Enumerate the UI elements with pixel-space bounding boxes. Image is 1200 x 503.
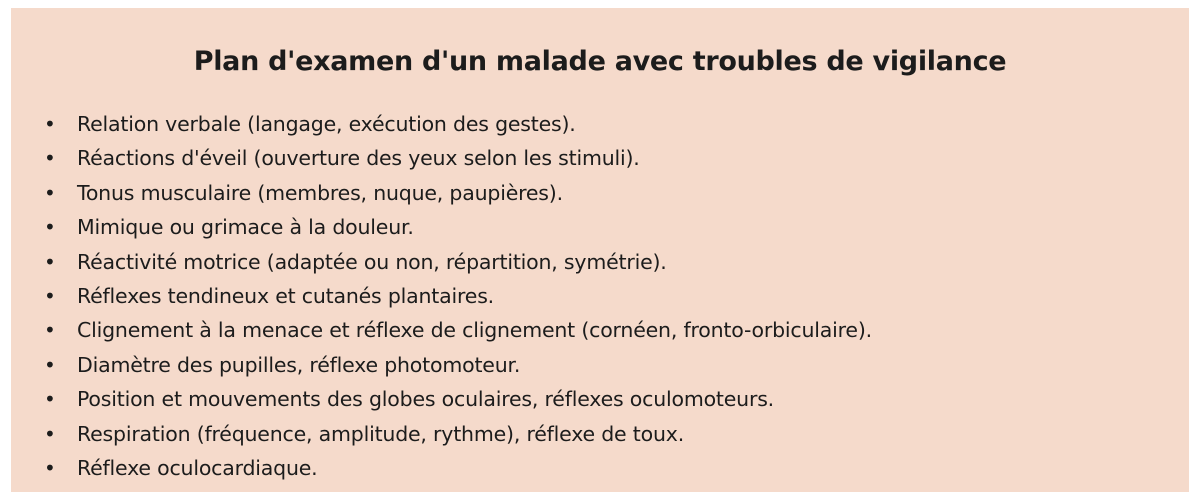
- bullet-icon: •: [44, 455, 56, 480]
- bullet-icon: •: [44, 387, 56, 412]
- list-item-text: Tonus musculaire (membres, nuque, paupières).: [77, 180, 563, 205]
- list-item-text: Clignement à la menace et réflexe de clignement (cornéen, fronto-orbiculaire).: [77, 318, 872, 343]
- list-item-text: Relation verbale (langage, exécution des gestes).: [77, 112, 576, 136]
- list-item-text: Réflexe oculocardiaque.: [77, 455, 318, 480]
- bullet-icon: •: [44, 146, 56, 171]
- bullet-icon: •: [44, 352, 56, 377]
- list-item-text: Réflexes tendineux et cutanés plantaires.: [77, 283, 494, 308]
- bullet-icon: •: [44, 249, 56, 274]
- list-item-text: Mimique ou grimace à la douleur.: [77, 215, 414, 240]
- bullet-icon: •: [44, 318, 56, 343]
- bullet-icon: •: [44, 421, 56, 446]
- bullet-icon: •: [44, 180, 56, 205]
- bullet-icon: •: [44, 283, 56, 308]
- list-item-text: Diamètre des pupilles, réflexe photomoteur.: [77, 352, 521, 377]
- bullet-icon: •: [44, 112, 56, 136]
- bullet-icon: •: [44, 215, 56, 240]
- page-title: Plan d'examen d'un malade avec troubles de vigilance: [193, 46, 1007, 77]
- list-item-text: Respiration (fréquence, amplitude, rythme), réflexe de toux.: [77, 421, 685, 446]
- list-item-text: Réactions d'éveil (ouverture des yeux selon les stimuli).: [77, 146, 640, 171]
- exam-plan-box: [11, 8, 1189, 492]
- list-item-text: Réactivité motrice (adaptée ou non, répartition, symétrie).: [77, 249, 667, 274]
- list-item-text: Position et mouvements des globes oculaires, réflexes oculomoteurs.: [77, 387, 775, 412]
